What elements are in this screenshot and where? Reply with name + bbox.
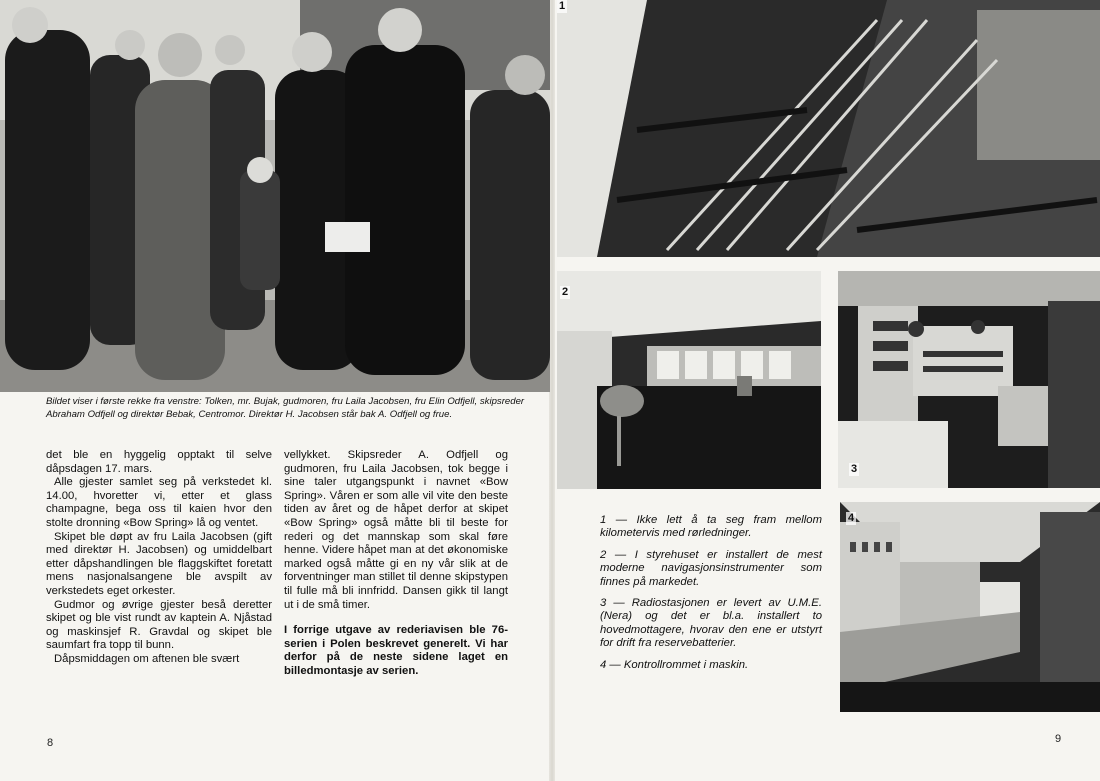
caption-2: 2 — I styrehuset er installert de mest moderne navigasjonsinstrumenter som finnes på markedet. xyxy=(600,548,822,588)
photo-captions xyxy=(600,514,822,680)
ship-deck-photo xyxy=(557,0,1100,257)
paragraph: Alle gjester samlet seg på verkstedet kl. 14.00, hvoretter vi, etter et glass champagne, begа oss til kaien hvor den stolte dronning «Bow Spring» lå og ventet. xyxy=(46,476,272,529)
caption-3: 3 — Radiostasjonen er levert av U.M.E. (Nera) og det er bl.a. installert to hovedmottagere, hvorav den ene er utstyrt for drift fra reservebatterier. xyxy=(600,597,822,650)
article-column-left xyxy=(46,449,272,667)
bold-note: I forrige utgave av rederiavisen ble 76-serien i Polen beskrevet generelt. Vi har derfor på de neste sidene laget en billedmontasje av serien. xyxy=(284,624,508,677)
article-column-right xyxy=(284,449,508,679)
main-photo-caption: Bildet viser i første rekke fra venstre: Tolken, mr. Bujak, gudmoren, fru Laila Jacobsen, fru Elin Odfjell, skipsreder Abraham Odfjell og direktør Bebak, Centromor. Direktør H. Jacobsen står bak A. Odfjell og frue. xyxy=(46,396,525,420)
photo-number-3: 3 xyxy=(851,463,858,475)
page-number-right: 9 xyxy=(1055,733,1062,745)
photo-number-1: 1 xyxy=(559,0,566,12)
paragraph: Dåpsmiddagen om aftenen ble svært xyxy=(54,652,240,665)
control-room-photo xyxy=(840,502,1100,712)
caption-1: 1 — Ikke lett å ta seg fram mellom kilometervis med rørledninger. xyxy=(600,514,822,540)
crowd-photo xyxy=(0,0,550,392)
paragraph: Gudmor og øvrige gjester beså deretter skipet og ble vist rundt av kaptein A. Njåstad og maskinsjef R. Gravdal og skipet ble saumfart fra topp til bunn. xyxy=(46,598,272,652)
radio-station-photo xyxy=(838,271,1100,488)
page-number-left: 8 xyxy=(47,737,54,749)
photo-number-2: 2 xyxy=(562,286,569,298)
bridge-photo xyxy=(557,271,821,489)
paragraph: Skipet ble døpt av fru Laila Jacobsen (gift med direktør H. Jacobsen) og umiddelbart etter dåpshandlingen ble flaggskiftet foretatt mens nasjonalsangene ble avspilt av verkstedets eget orkester. xyxy=(46,530,272,597)
paragraph: det ble en hyggelig opptakt til selve dåpsdagen 17. mars. xyxy=(46,449,272,475)
photo-number-4: 4 xyxy=(848,512,855,524)
paragraph: vellykket. Skipsreder A. Odfjell og gudmoren, fru Laila Jacobsen, tok begge i sine taler utgangspunkt i navnet «Bow Spring». Våren er som alle vil vite den beste tiden av året og de håpet derfor at skipet «Bow Spring» også måtte bli til beste for rederi og det mannskap som skal føre henne. Videre håpet man at det økonomiske marked også måtte gi en ny vår slik at de forventninger man stillet til denne skipstypen til fulle må bli innfridd. Dansen gikk til langt ut i de små timer. xyxy=(284,449,508,611)
caption-4: 4 — Kontrollrommet i maskin. xyxy=(600,658,749,671)
